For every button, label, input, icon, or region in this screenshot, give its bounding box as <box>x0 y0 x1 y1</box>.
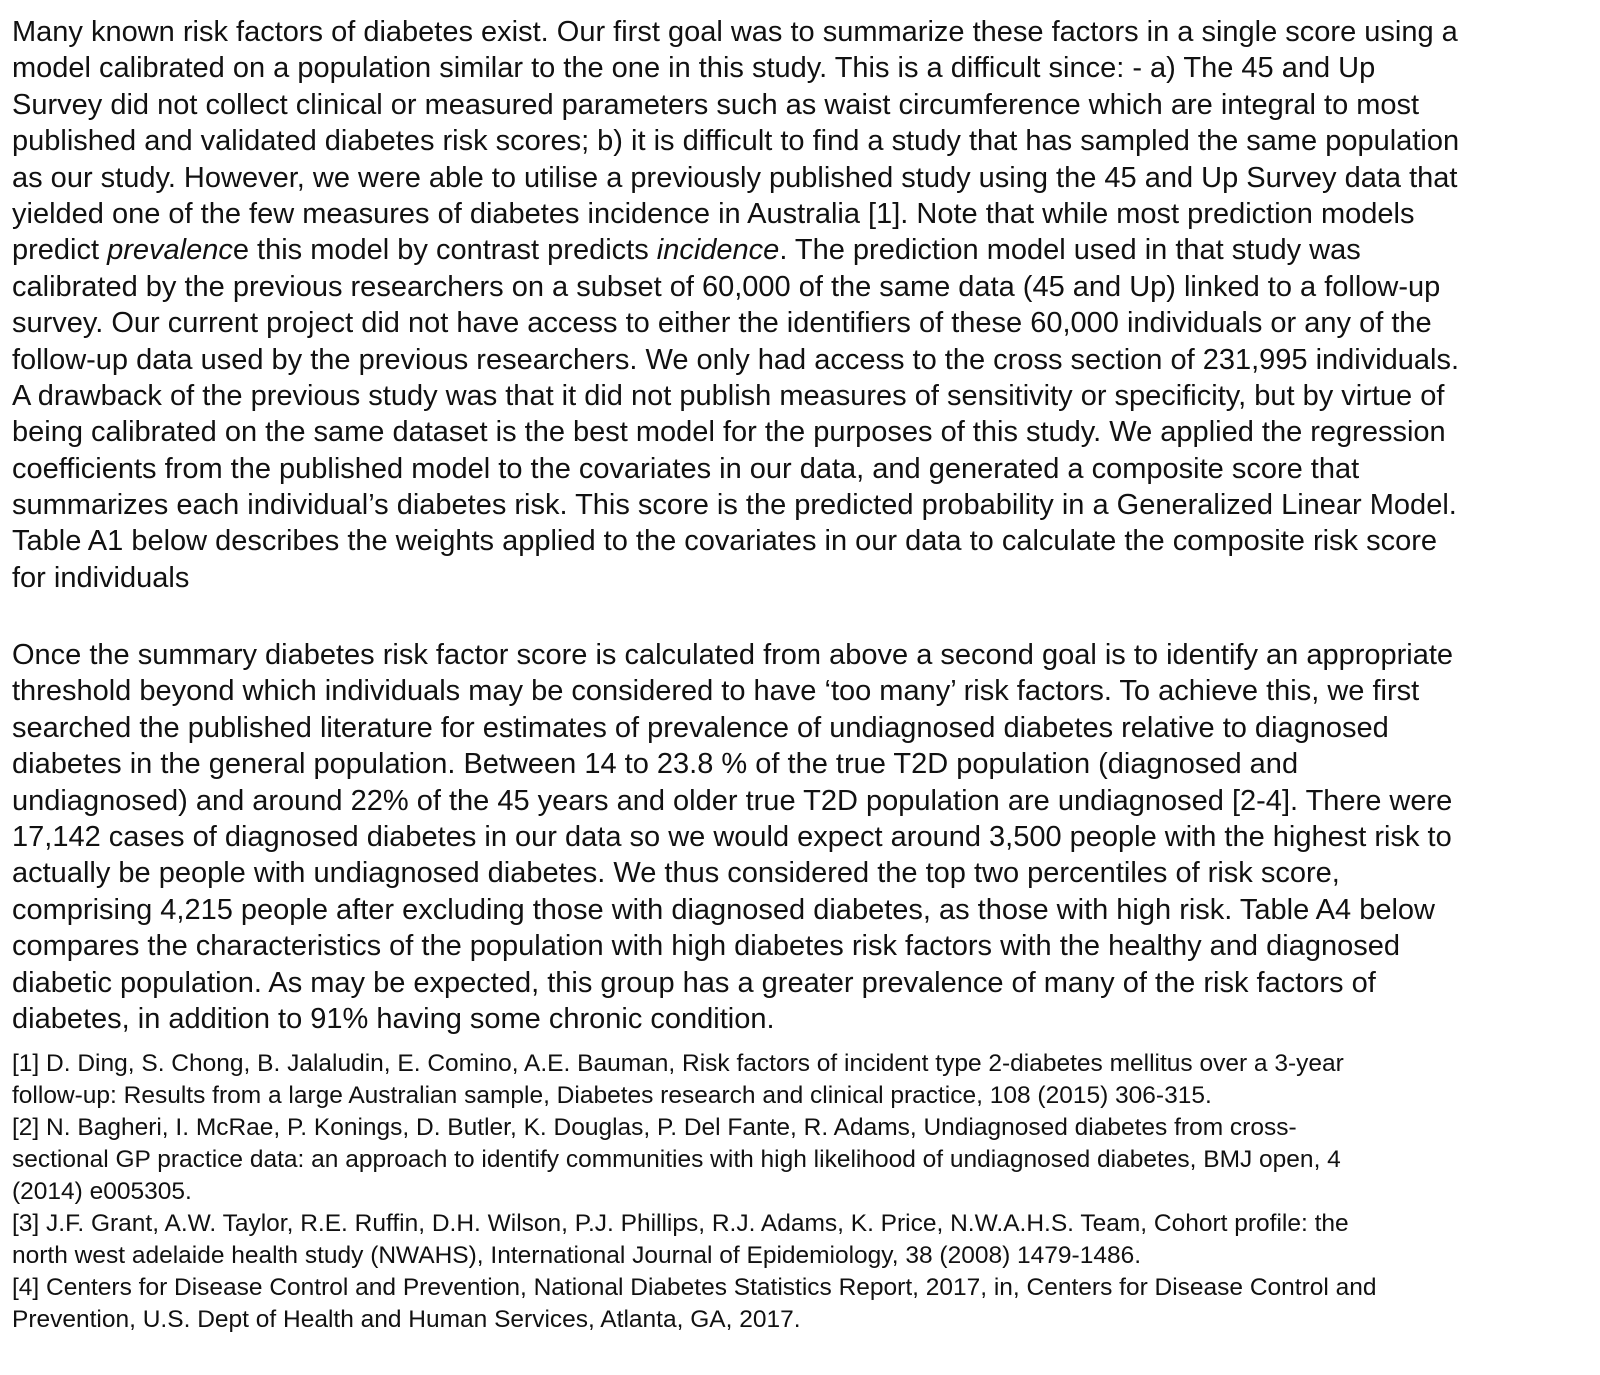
reference-line: north west adelaide health study (NWAHS), International Journal of Epidemiology, 38 (2008) 1479-1486. <box>12 1242 1142 1269</box>
references-list <box>12 1048 1377 1336</box>
emphasis-prevalence: prevalenc <box>107 234 233 267</box>
text-line: diabetes in the general population. Between 14 to 23.8 % of the true T2D population (diagnosed and <box>12 748 1299 781</box>
text-line: Many known risk factors of diabetes exist. Our first goal was to summarize these factors in a single score using a <box>12 16 1458 48</box>
emphasis-incidence: incidence <box>656 234 780 267</box>
text-run: e this model by contrast predicts <box>232 234 657 267</box>
text-line: A drawback of the previous study was that it did not publish measures of sensitivity or specificity, but by virtue of <box>12 379 1445 412</box>
text-line: model calibrated on a population similar to the one in this study. This is a difficult since: - a) The 45 and Up <box>12 52 1376 85</box>
text-line: calibrated by the previous researchers on a subset of 60,000 of the same data (45 and Up) linked to a follow-up <box>12 270 1441 303</box>
reference-line: follow-up: Results from a large Australian sample, Diabetes research and clinical practice, 108 (2015) 306-315. <box>12 1082 1212 1109</box>
text-run: predict <box>12 234 108 267</box>
text-line: compares the characteristics of the population with high diabetes risk factors with the healthy and diagnosed <box>12 930 1400 963</box>
text-line: follow-up data used by the previous researchers. We only had access to the cross section of 231,995 individuals. <box>12 343 1460 376</box>
text-run: . The prediction model used in that study was <box>779 234 1361 267</box>
text-line: coefficients from the published model to the covariates in our data, and generated a composite score that <box>12 452 1360 485</box>
text-line: published and validated diabetes risk scores; b) it is difficult to find a study that has sampled the same population <box>12 125 1460 158</box>
paragraph-risk-threshold <box>12 637 1453 1037</box>
text-line: survey. Our current project did not have access to either the identifiers of these 60,000 individuals or any of the <box>12 307 1432 340</box>
text-line: being calibrated on the same dataset is the best model for the purposes of this study. We applied the regression <box>12 416 1446 449</box>
text-line: yielded one of the few measures of diabetes incidence in Australia [1]. Note that while most prediction models <box>12 197 1415 230</box>
reference-line: [3] J.F. Grant, A.W. Taylor, R.E. Ruffin, D.H. Wilson, P.J. Phillips, R.J. Adams, K. Price, N.W.A.H.S. Team, Cohort profile: the <box>12 1210 1349 1237</box>
reference-line: [1] D. Ding, S. Chong, B. Jalaludin, E. Comino, A.E. Bauman, Risk factors of incident type 2-diabetes mellitus over a 3-year <box>12 1050 1344 1077</box>
text-line: diabetic population. As may be expected, this group has a greater prevalence of many of the risk factors of <box>12 966 1376 999</box>
text-line: undiagnosed) and around 22% of the 45 years and older true T2D population are undiagnosed [2-4]. There were <box>12 784 1453 817</box>
text-line: summarizes each individual’s diabetes risk. This score is the predicted probability in a Generalized Linear Model. <box>12 489 1457 522</box>
text-line: for individuals <box>12 561 190 594</box>
text-line <box>12 232 1459 268</box>
text-line: as our study. However, we were able to utilise a previously published study using the 45 and Up Survey data that <box>12 161 1458 194</box>
text-line: Survey did not collect clinical or measured parameters such as waist circumference which are integral to most <box>12 88 1420 121</box>
text-line: 17,142 cases of diagnosed diabetes in our data so we would expect around 3,500 people with the highest risk to <box>12 820 1452 853</box>
reference-line: sectional GP practice data: an approach to identify communities with high likelihood of undiagnosed diabetes, BMJ open, 4 <box>12 1146 1341 1173</box>
text-line: comprising 4,215 people after excluding those with diagnosed diabetes, as those with high risk. Table A4 below <box>12 893 1435 926</box>
text-line: Once the summary diabetes risk factor score is calculated from above a second goal is to identify an appropriate <box>12 639 1454 671</box>
text-line: Table A1 below describes the weights applied to the covariates in our data to calculate the composite risk score <box>12 525 1438 558</box>
text-line: threshold beyond which individuals may be considered to have ‘too many’ risk factors. To achieve this, we first <box>12 675 1420 708</box>
reference-line: [2] N. Bagheri, I. McRae, P. Konings, D. Butler, K. Douglas, P. Del Fante, R. Adams, Undiagnosed diabetes from cross- <box>12 1114 1297 1141</box>
reference-line: [4] Centers for Disease Control and Prevention, National Diabetes Statistics Report, 2017, in, Centers for Disease Control and <box>12 1274 1377 1301</box>
reference-line: Prevention, U.S. Dept of Health and Human Services, Atlanta, GA, 2017. <box>12 1306 801 1333</box>
text-line: actually be people with undiagnosed diabetes. We thus considered the top two percentiles of risk score, <box>12 857 1340 890</box>
reference-line: (2014) e005305. <box>12 1178 192 1205</box>
text-line: searched the published literature for estimates of prevalence of undiagnosed diabetes relative to diagnosed <box>12 711 1389 744</box>
text-line: diabetes, in addition to 91% having some chronic condition. <box>12 1002 775 1035</box>
paragraph-risk-score-model <box>12 14 1459 596</box>
